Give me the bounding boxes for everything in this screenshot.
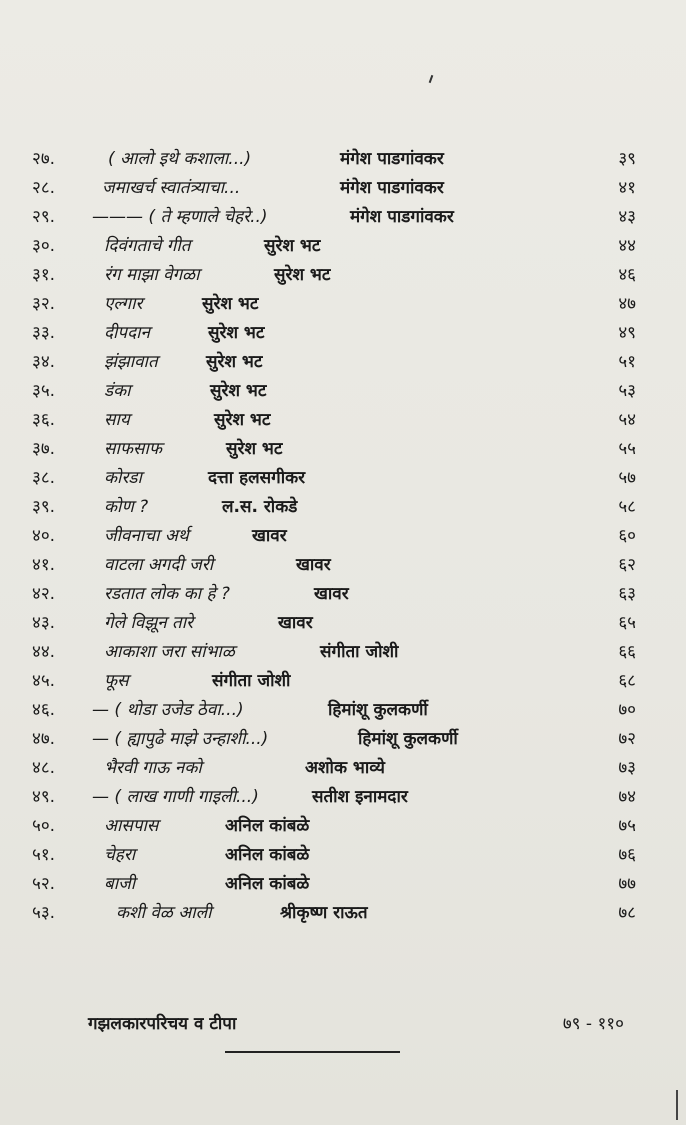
entry-page: ५४ (618, 410, 636, 430)
divider-rule (225, 1051, 400, 1053)
entry-page: ५८ (618, 497, 636, 517)
entry-page: ४४ (618, 236, 636, 256)
entry-title: — ( थोडा उजेड ठेवा...) (92, 700, 244, 720)
toc-entry (0, 899, 686, 927)
entry-number: ५०. (32, 816, 56, 836)
entry-page: ७७ (618, 874, 636, 894)
entry-page: ६३ (618, 584, 636, 604)
entry-page: ६५ (618, 613, 636, 633)
entry-page: ७६ (618, 845, 636, 865)
entry-author: मंगेश पाडगांवकर (340, 178, 444, 198)
toc-entry (0, 203, 686, 231)
entry-title: ——— ( ते म्हणाले चेहरे..) (92, 207, 268, 227)
entry-number: ३९. (32, 497, 56, 517)
toc-entry (0, 261, 686, 289)
entry-author: ल.स. रोकडे (222, 497, 298, 517)
entry-number: ५१. (32, 845, 56, 865)
entry-author: संगीता जोशी (320, 642, 399, 662)
toc-entry (0, 464, 686, 492)
toc-entry (0, 870, 686, 898)
entry-author: हिमांशू कुलकर्णी (328, 700, 428, 720)
toc-entry (0, 580, 686, 608)
entry-number: ३६. (32, 410, 56, 430)
entry-number: ३०. (32, 236, 56, 256)
print-mark (429, 75, 434, 83)
entry-author: मंगेश पाडगांवकर (350, 207, 454, 227)
entry-author: अशोक भाव्ये (305, 758, 385, 778)
entry-author: खावर (278, 613, 313, 633)
entry-page: ४६ (618, 265, 636, 285)
entry-number: ४३. (32, 613, 56, 633)
entry-number: ४१. (32, 555, 56, 575)
entry-number: ३२. (32, 294, 56, 314)
entry-author: संगीता जोशी (212, 671, 291, 691)
toc-entry (0, 783, 686, 811)
entry-number: ३७. (32, 439, 56, 459)
toc-entry (0, 348, 686, 376)
entry-title: गेले विझून तारे (104, 613, 194, 633)
entry-author: श्रीकृष्ण राऊत (280, 903, 368, 923)
entry-title: झंझावात (104, 352, 158, 372)
entry-page: ७५ (618, 816, 636, 836)
entry-number: ३४. (32, 352, 56, 372)
entry-author: अनिल कांबळे (225, 874, 310, 894)
entry-number: ५२. (32, 874, 56, 894)
entry-number: ५३. (32, 903, 56, 923)
entry-number: ३८. (32, 468, 56, 488)
entry-number: ४८. (32, 758, 56, 778)
entry-page: ७८ (618, 903, 636, 923)
entry-number: ४४. (32, 642, 56, 662)
entry-title: चेहरा (104, 845, 136, 865)
entry-page: ५५ (618, 439, 636, 459)
entry-page: ५७ (618, 468, 636, 488)
toc-entry (0, 435, 686, 463)
toc-entry (0, 812, 686, 840)
toc-entry (0, 667, 686, 695)
entry-title: दिवंगताचे गीत (104, 236, 191, 256)
entry-title: रंग माझा वेगळा (104, 265, 200, 285)
toc-entry (0, 290, 686, 318)
entry-number: ४२. (32, 584, 56, 604)
toc-entry (0, 638, 686, 666)
entry-author: हिमांशू कुलकर्णी (358, 729, 458, 749)
toc-entry (0, 377, 686, 405)
entry-number: ३५. (32, 381, 56, 401)
entry-title: आसपास (104, 816, 159, 836)
toc-entry (0, 609, 686, 637)
entry-title: — ( ह्यापुढे माझे उन्हाशी...) (92, 729, 269, 749)
entry-title: रडतात लोक का हे ? (104, 584, 230, 604)
entry-title: जीवनाचा अर्थ (104, 526, 189, 546)
entry-author: सुरेश भट (210, 381, 267, 401)
entry-author: खावर (296, 555, 331, 575)
entry-title: फूस (104, 671, 129, 691)
entry-author: अनिल कांबळे (225, 845, 310, 865)
toc-entry (0, 145, 686, 173)
entry-author: मंगेश पाडगांवकर (340, 149, 444, 169)
toc-entry (0, 754, 686, 782)
entry-number: ४६. (32, 700, 56, 720)
entry-page: ५१ (618, 352, 636, 372)
entry-number: २९. (32, 207, 56, 227)
entry-author: सुरेश भट (208, 323, 265, 343)
entry-number: २८. (32, 178, 56, 198)
entry-title: आकाशा जरा सांभाळ (104, 642, 235, 662)
toc-entry (0, 522, 686, 550)
entry-page: ७४ (618, 787, 636, 807)
entry-title: कोरडा (104, 468, 142, 488)
entry-title: भैरवी गाऊ नको (104, 758, 202, 778)
toc-entry (0, 493, 686, 521)
footer-label: गझलकारपरिचय व टीपा (88, 1014, 237, 1034)
entry-page: ६० (618, 526, 636, 546)
toc-entry (0, 406, 686, 434)
toc-entry (0, 174, 686, 202)
entry-author: सतीश इनामदार (312, 787, 408, 807)
entry-author: सुरेश भट (264, 236, 321, 256)
toc-entry (0, 725, 686, 753)
entry-author: खावर (314, 584, 349, 604)
entry-title: साफसाफ (104, 439, 163, 459)
entry-title: दीपदान (104, 323, 150, 343)
entry-author: सुरेश भट (206, 352, 263, 372)
toc-entry (0, 696, 686, 724)
entry-number: ४५. (32, 671, 56, 691)
entry-number: ४९. (32, 787, 56, 807)
entry-number: ३१. (32, 265, 56, 285)
entry-page: ५३ (618, 381, 636, 401)
entry-page: ४९ (618, 323, 636, 343)
entry-number: ४०. (32, 526, 56, 546)
entry-author: सुरेश भट (274, 265, 331, 285)
footer-pages: ७९ - ११० (562, 1014, 624, 1034)
entry-title: जमाखर्च स्वातंत्र्याचा... (102, 178, 241, 198)
page-edge-mark (676, 1090, 678, 1120)
entry-title: वाटला अगदी जरी (104, 555, 214, 575)
entry-page: ६२ (618, 555, 636, 575)
entry-title: कशी वेळ आली (116, 903, 212, 923)
entry-page: ४३ (618, 207, 636, 227)
entry-page: ४१ (618, 178, 636, 198)
entry-number: ४७. (32, 729, 56, 749)
entry-title: बाजी (104, 874, 136, 894)
entry-title: कोण ? (104, 497, 149, 517)
entry-page: ७२ (618, 729, 636, 749)
toc-entry (0, 841, 686, 869)
entry-page: ७३ (618, 758, 636, 778)
entry-title: एल्गार (104, 294, 143, 314)
footer-row (0, 1010, 686, 1038)
entry-author: सुरेश भट (226, 439, 283, 459)
toc-entry (0, 232, 686, 260)
entry-author: सुरेश भट (202, 294, 259, 314)
entry-page: ३९ (618, 149, 636, 169)
entry-number: ३३. (32, 323, 56, 343)
entry-author: दत्ता हलसगीकर (208, 468, 306, 488)
entry-page: ६८ (618, 671, 636, 691)
entry-page: ६६ (618, 642, 636, 662)
entry-author: खावर (252, 526, 287, 546)
entry-title: साय (104, 410, 130, 430)
entry-author: सुरेश भट (214, 410, 271, 430)
toc-entry (0, 319, 686, 347)
entry-page: ७० (618, 700, 636, 720)
entry-title: ( आलो इथे कशाला...) (108, 149, 252, 169)
entry-title: डंका (104, 381, 131, 401)
toc-entry (0, 551, 686, 579)
entry-author: अनिल कांबळे (225, 816, 310, 836)
entry-page: ४७ (618, 294, 636, 314)
entry-title: — ( लाख गाणी गाइली...) (92, 787, 259, 807)
entry-number: २७. (32, 149, 56, 169)
